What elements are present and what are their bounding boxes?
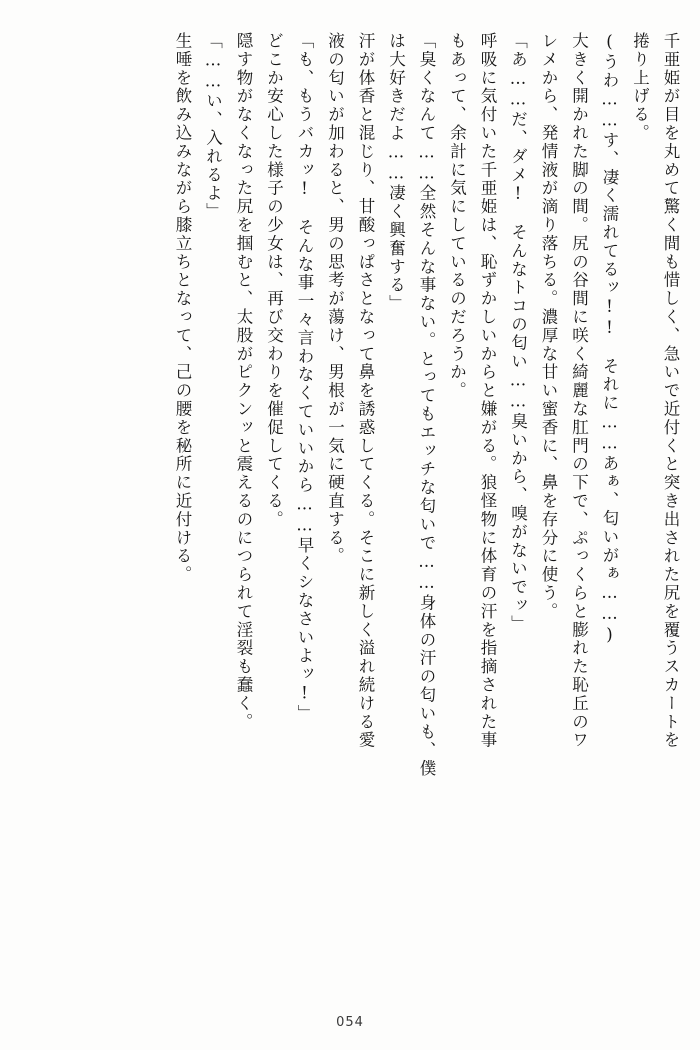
text-line: は大好きだよ……凄く興奮する」 (386, 32, 406, 313)
text-line: 「も、もうバカッ! そんな事一々言わなくていいから……早くシなさいよッ!」 (295, 32, 314, 723)
text-line: (うわ……す、凄く濡れてるッ!! それに……あぁ、匂いがぁ……) (600, 32, 619, 646)
text-line: レメから、発情液が滴り落ちる。濃厚な甘い蜜香に、鼻を存分に使う。 (539, 32, 558, 621)
text-line: 生唾を飲み込みながら膝立ちとなって、己の腰を秘所に近付ける。 (173, 32, 192, 584)
page-number: 054 (336, 1015, 364, 1030)
text-line: 千亜姫が目を丸めて驚く間も惜しく、急いで近付くと突き出された尻を覆うスカートを (661, 32, 680, 750)
text-line: どこか安心した様子の少女は、再び交わりを催促してくる。 (264, 32, 284, 529)
text-line: もあって、余計に気にしているのだろうか。 (447, 32, 467, 400)
vertical-text-block (22, 30, 678, 985)
text-line: 大きく開かれた脚の間。尻の谷間に咲く綺麗な肛門の下で、ぷっくらと膨れた恥丘のワ (569, 32, 589, 750)
text-line: 呼吸に気付いた千亜姫は、恥ずかしいからと嫌がる。狼怪物に体育の汗を指摘された事 (478, 32, 497, 750)
text-line: 「臭くなんて……全然そんな事ない。とってもエッチな匂いで……身体の汗の匂いも、僕 (417, 32, 436, 778)
text-line: 捲り上げる。 (630, 32, 650, 143)
text-line: 隠す物がなくなった尻を掴むと、太股がピクンッと震えるのにつられて淫裂も蠢く。 (234, 32, 253, 732)
text-line: 汗が体香と混じり、甘酸っぱさとなって鼻を誘惑してくる。そこに新しく溢れ続ける愛 (356, 32, 375, 750)
text-line: 液の匂いが加わると、男の思考が蕩け、男根が一気に硬直する。 (325, 32, 345, 566)
text-line: 「……い、入れるよ」 (203, 32, 223, 221)
text-line: 「あ……だ、ダメ! そんなトコの匂い……臭いから、嗅がないでッ」 (508, 32, 528, 634)
